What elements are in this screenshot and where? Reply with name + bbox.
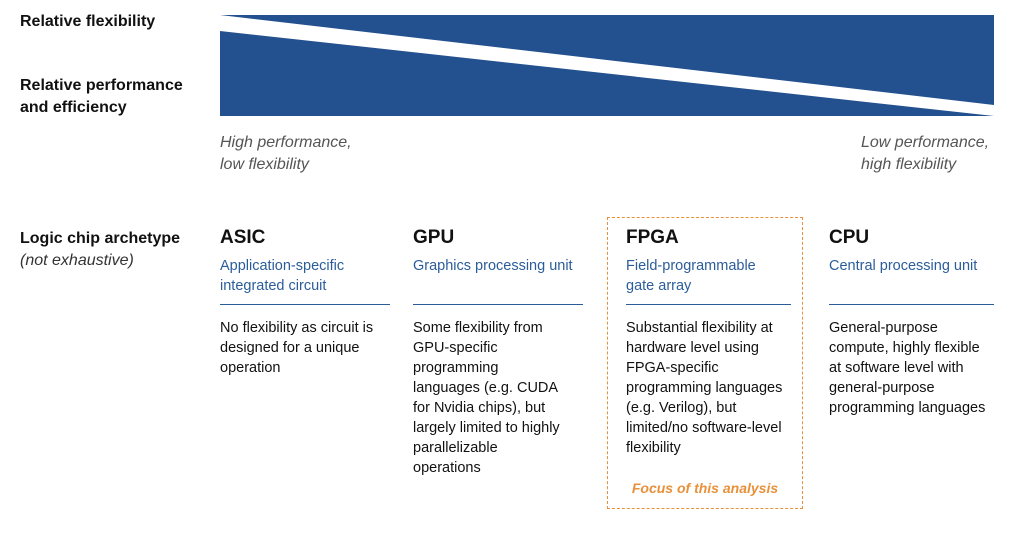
archetype-note: (not exhaustive) — [20, 252, 134, 269]
chip-name: ASIC — [220, 227, 266, 248]
chip-name: GPU — [413, 227, 455, 248]
chip-description: No flexibility as circuit is designed for a unique operation — [220, 320, 374, 376]
chip-column-fpga — [626, 226, 796, 458]
chip-column-gpu — [413, 226, 583, 478]
archetype-title: Logic chip archetype — [20, 230, 181, 247]
scale-right-line2: high flexibility — [861, 156, 957, 173]
scale-left-label — [220, 132, 352, 176]
chip-subtitle: Application-specific integrated circuit — [220, 258, 345, 294]
chip-subtitle: Graphics processing unit — [413, 258, 573, 274]
chip-name: CPU — [829, 227, 870, 248]
chip-subtitle: Central processing unit — [829, 258, 978, 274]
relative-performance-label-line1: Relative performance — [20, 77, 183, 94]
chip-description: General-purpose compute, highly flexible at software level with general-purpose programming languages — [829, 320, 986, 416]
archetype-label — [20, 228, 180, 272]
chip-divider — [626, 304, 791, 305]
chip-description: Substantial flexibility at hardware level using FPGA-specific programming languages (e.g. Verilog), but limited/no software-level flexibility — [626, 320, 783, 456]
scale-left-line2: low flexibility — [220, 156, 309, 173]
chip-divider — [413, 304, 583, 305]
chip-subtitle: Field-programmable gate array — [626, 258, 756, 294]
scale-right-line1: Low performance, — [861, 134, 990, 151]
chip-name: FPGA — [626, 227, 679, 248]
flexibility-performance-wedges — [0, 0, 1024, 130]
scale-right-label — [861, 132, 989, 176]
focus-label: Focus of this analysis — [631, 480, 779, 496]
chip-column-cpu — [829, 226, 999, 418]
chip-column-asic — [220, 226, 390, 378]
chip-divider — [220, 304, 390, 305]
relative-flexibility-label: Relative flexibility — [20, 13, 156, 30]
scale-left-line1: High performance, — [220, 134, 352, 151]
chip-description: Some flexibility from GPU-specific programming languages (e.g. CUDA for Nvidia chips), but largely limited to highly parallelizable operations — [413, 320, 560, 476]
chip-divider — [829, 304, 994, 305]
relative-performance-label-line2: and efficiency — [20, 99, 127, 116]
